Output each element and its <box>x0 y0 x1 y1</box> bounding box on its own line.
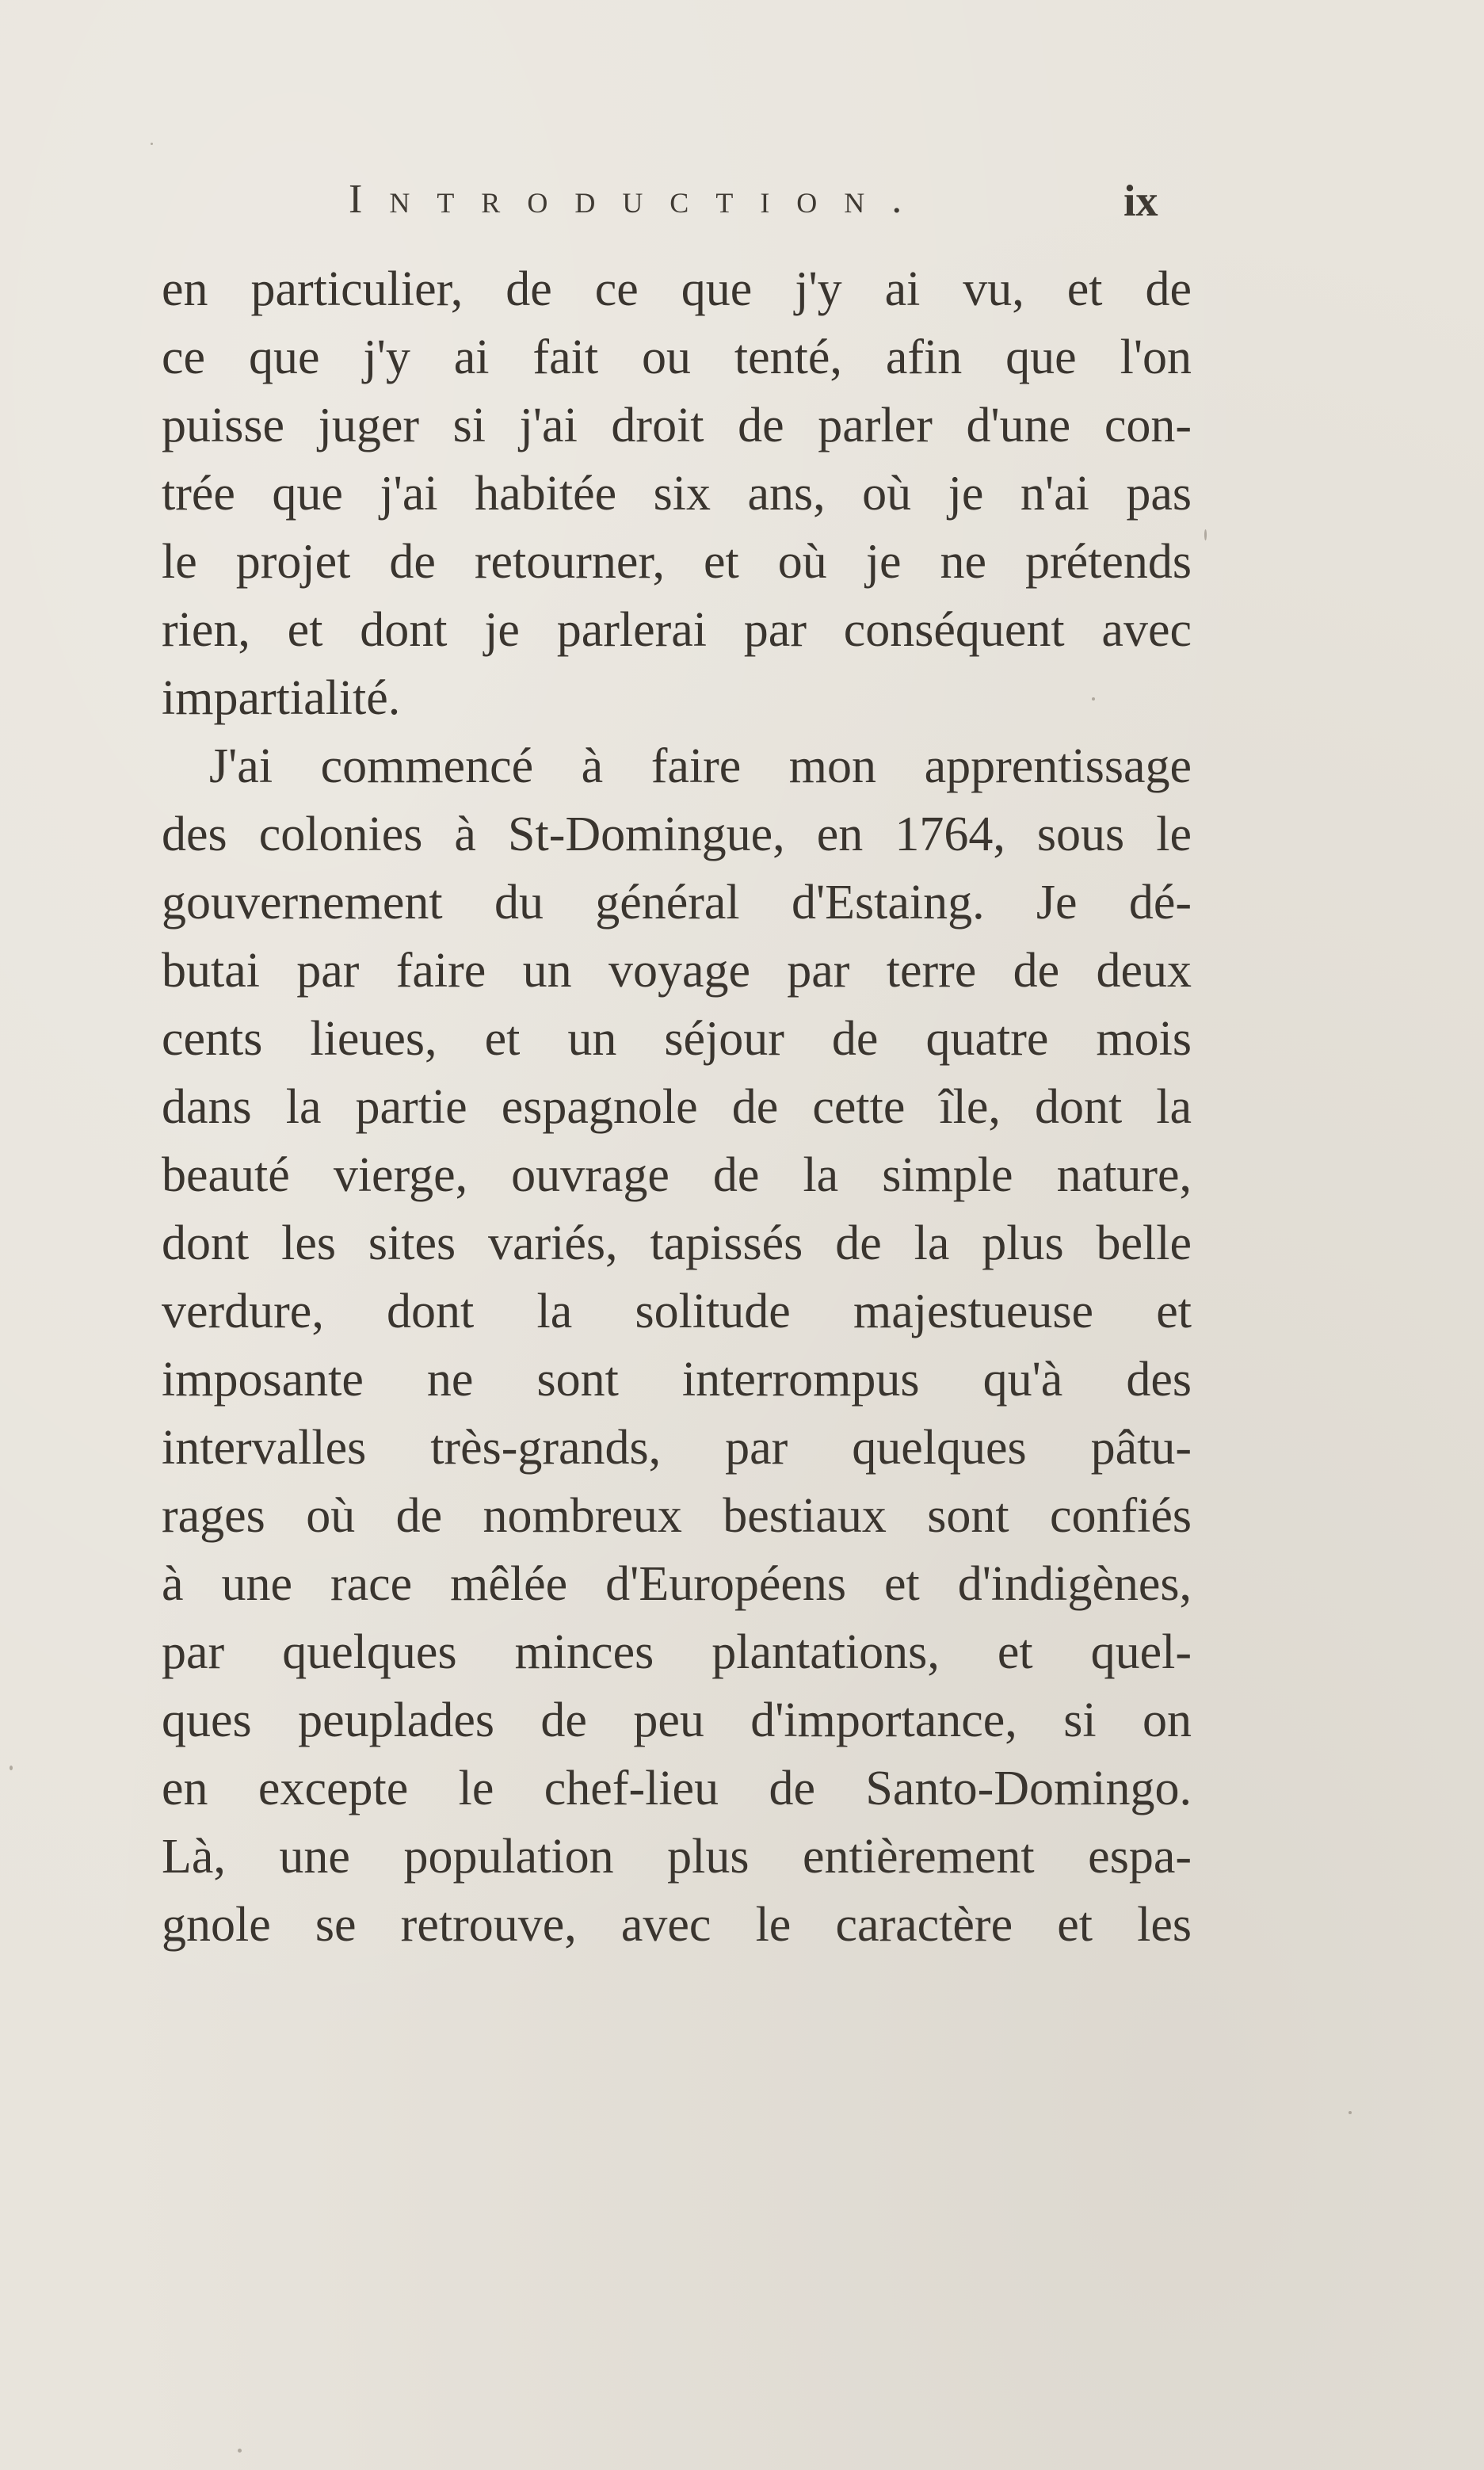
text-line: des colonies à St-Domingue, en 1764, sous le <box>162 807 1192 861</box>
text-line: beauté vierge, ouvrage de la simple nature, <box>162 1148 1192 1202</box>
paragraph-start-line: J'ai commencé à faire mon apprentissage <box>209 739 1192 793</box>
text-line: verdure, dont la solitude majestueuse et <box>162 1285 1192 1338</box>
running-head: Introduction. <box>349 177 929 222</box>
text-line: imposante ne sont interrompus qu'à des <box>162 1353 1192 1407</box>
paper-speck <box>10 1766 13 1770</box>
text-line: gnole se retrouve, avec le caractère et les <box>162 1898 1192 1952</box>
page-number: ix <box>1123 177 1158 226</box>
text-line: dont les sites variés, tapissés de la plus belle <box>162 1216 1192 1270</box>
text-line: Là, une population plus entièrement espa- <box>162 1830 1192 1884</box>
text-line: intervalles très-grands, par quelques pâtu- <box>162 1421 1192 1475</box>
text-line: ce que j'y ai fait ou tenté, afin que l'on <box>162 330 1192 384</box>
paper-speck <box>1204 529 1207 540</box>
text-line: rien, et dont je parlerai par conséquent avec <box>162 603 1192 657</box>
text-line: dans la partie espagnole de cette île, dont la <box>162 1080 1192 1134</box>
text-line: en excepte le chef-lieu de Santo-Domingo. <box>162 1762 1192 1815</box>
text-line: à une race mêlée d'Européens et d'indigènes, <box>162 1557 1192 1611</box>
text-line: impartialité. <box>162 671 401 725</box>
text-line: rages où de nombreux bestiaux sont confiés <box>162 1489 1192 1543</box>
body-text <box>162 255 1192 1959</box>
text-line: cents lieues, et un séjour de quatre mois <box>162 1012 1192 1066</box>
text-line: ques peuplades de peu d'importance, si on <box>162 1693 1192 1747</box>
text-line: le projet de retourner, et où je ne prétends <box>162 535 1192 589</box>
text-line: butai par faire un voyage par terre de deux <box>162 944 1192 998</box>
paper-speck <box>151 143 153 145</box>
text-line: en particulier, de ce que j'y ai vu, et de <box>162 262 1192 316</box>
text-line: gouvernement du général d'Estaing. Je dé- <box>162 876 1192 930</box>
paper-speck <box>238 2449 242 2453</box>
text-line: trée que j'ai habitée six ans, où je n'ai pas <box>162 467 1192 521</box>
text-line: par quelques minces plantations, et quel- <box>162 1625 1192 1679</box>
paper-speck <box>1349 2111 1352 2114</box>
text-line: puisse juger si j'ai droit de parler d'une con- <box>162 399 1192 452</box>
paper-speck <box>1092 697 1095 701</box>
